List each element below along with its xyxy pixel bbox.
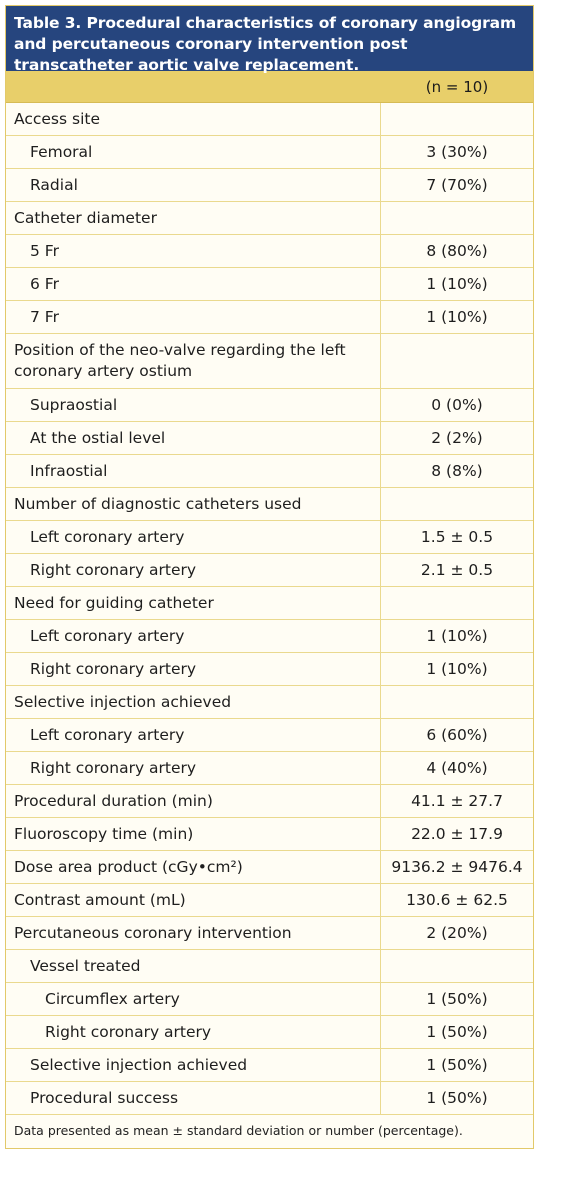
table-row bbox=[6, 752, 533, 785]
table-row bbox=[6, 136, 533, 169]
row-value: 1 (50%) bbox=[426, 990, 488, 1008]
table-footnote: Data presented as mean ± standard deviation or number (percentage). bbox=[14, 1123, 463, 1138]
row-label: Right coronary artery bbox=[6, 554, 381, 586]
row-label: Procedural duration (min) bbox=[6, 785, 381, 817]
row-value: 130.6 ± 62.5 bbox=[406, 891, 508, 909]
row-label: Procedural success bbox=[6, 1082, 381, 1114]
row-label: Supraostial bbox=[6, 389, 381, 421]
table-title: Table 3. Procedural characteristics of coronary angiogram and percutaneous coronary intervention post transcatheter aortic valve replacement. bbox=[6, 6, 533, 71]
row-label: Dose area product (cGy•cm²) bbox=[6, 851, 381, 883]
table-row bbox=[6, 455, 533, 488]
table-body bbox=[6, 103, 533, 1115]
row-value: 1 (50%) bbox=[426, 1089, 488, 1107]
row-value: 8 (8%) bbox=[431, 462, 483, 480]
data-table bbox=[5, 5, 534, 1149]
row-value bbox=[381, 587, 533, 619]
table-row bbox=[6, 851, 533, 884]
row-value: 9136.2 ± 9476.4 bbox=[391, 858, 523, 876]
header-label-cell bbox=[6, 71, 381, 102]
row-label: Infraostial bbox=[6, 455, 381, 487]
table-row bbox=[6, 202, 533, 235]
row-label: Percutaneous coronary intervention bbox=[6, 917, 381, 949]
row-value: 2 (20%) bbox=[426, 924, 488, 942]
row-value: 2.1 ± 0.5 bbox=[420, 561, 494, 579]
row-label: Selective injection achieved bbox=[6, 686, 381, 718]
table-row bbox=[6, 983, 533, 1016]
row-label: Radial bbox=[6, 169, 381, 201]
table-row bbox=[6, 422, 533, 455]
row-value: 1 (10%) bbox=[426, 660, 488, 678]
table-row bbox=[6, 268, 533, 301]
row-value bbox=[381, 488, 533, 520]
row-label: Access site bbox=[6, 103, 381, 135]
row-value: 4 (40%) bbox=[426, 759, 488, 777]
row-label: Right coronary artery bbox=[6, 1016, 381, 1048]
row-label: Left coronary artery bbox=[6, 620, 381, 652]
table-row bbox=[6, 653, 533, 686]
row-label: 7 Fr bbox=[6, 301, 381, 333]
row-value: 2 (2%) bbox=[431, 429, 483, 447]
row-label: Vessel treated bbox=[6, 950, 381, 982]
table-row bbox=[6, 488, 533, 521]
row-value bbox=[381, 686, 533, 718]
row-label: Circumflex artery bbox=[6, 983, 381, 1015]
row-label: Femoral bbox=[6, 136, 381, 168]
row-value: 1.5 ± 0.5 bbox=[420, 528, 494, 546]
table-row bbox=[6, 554, 533, 587]
table-row bbox=[6, 235, 533, 268]
row-value: 1 (10%) bbox=[426, 275, 488, 293]
row-value: 6 (60%) bbox=[426, 726, 488, 744]
row-value: 1 (50%) bbox=[426, 1023, 488, 1041]
table-row bbox=[6, 521, 533, 554]
row-value: 7 (70%) bbox=[426, 176, 488, 194]
table-row bbox=[6, 719, 533, 752]
row-value: 1 (50%) bbox=[426, 1056, 488, 1074]
table-row bbox=[6, 1016, 533, 1049]
row-value: 1 (10%) bbox=[426, 308, 488, 326]
row-value: 3 (30%) bbox=[426, 143, 488, 161]
row-value bbox=[381, 950, 533, 982]
table-row bbox=[6, 686, 533, 719]
table-row bbox=[6, 884, 533, 917]
table-row bbox=[6, 103, 533, 136]
row-value bbox=[381, 334, 533, 388]
table-row bbox=[6, 1082, 533, 1115]
row-value: 22.0 ± 17.9 bbox=[411, 825, 503, 843]
table-row bbox=[6, 785, 533, 818]
table-row bbox=[6, 334, 533, 389]
table-row bbox=[6, 917, 533, 950]
row-label: 6 Fr bbox=[6, 268, 381, 300]
table-row bbox=[6, 950, 533, 983]
row-label: Left coronary artery bbox=[6, 521, 381, 553]
row-label: Number of diagnostic catheters used bbox=[6, 488, 381, 520]
row-label: Selective injection achieved bbox=[6, 1049, 381, 1081]
row-value: 1 (10%) bbox=[426, 627, 488, 645]
row-label: Fluoroscopy time (min) bbox=[6, 818, 381, 850]
row-value: 0 (0%) bbox=[431, 396, 483, 414]
row-value: 8 (80%) bbox=[426, 242, 488, 260]
table-row bbox=[6, 301, 533, 334]
header-n-cell: (n = 10) bbox=[425, 77, 489, 96]
table-row bbox=[6, 169, 533, 202]
table-header-row bbox=[6, 71, 533, 103]
table-row bbox=[6, 1049, 533, 1082]
row-label: Right coronary artery bbox=[6, 653, 381, 685]
table-row bbox=[6, 620, 533, 653]
table-row bbox=[6, 587, 533, 620]
row-value bbox=[381, 103, 533, 135]
row-label: 5 Fr bbox=[6, 235, 381, 267]
row-value bbox=[381, 202, 533, 234]
row-label: Left coronary artery bbox=[6, 719, 381, 751]
table-row bbox=[6, 818, 533, 851]
row-label: At the ostial level bbox=[6, 422, 381, 454]
row-label: Catheter diameter bbox=[6, 202, 381, 234]
row-label: Position of the neo-valve regarding the left coronary artery ostium bbox=[6, 334, 381, 388]
table-row bbox=[6, 389, 533, 422]
row-value: 41.1 ± 27.7 bbox=[411, 792, 503, 810]
row-label: Right coronary artery bbox=[6, 752, 381, 784]
row-label: Need for guiding catheter bbox=[6, 587, 381, 619]
row-label: Contrast amount (mL) bbox=[6, 884, 381, 916]
